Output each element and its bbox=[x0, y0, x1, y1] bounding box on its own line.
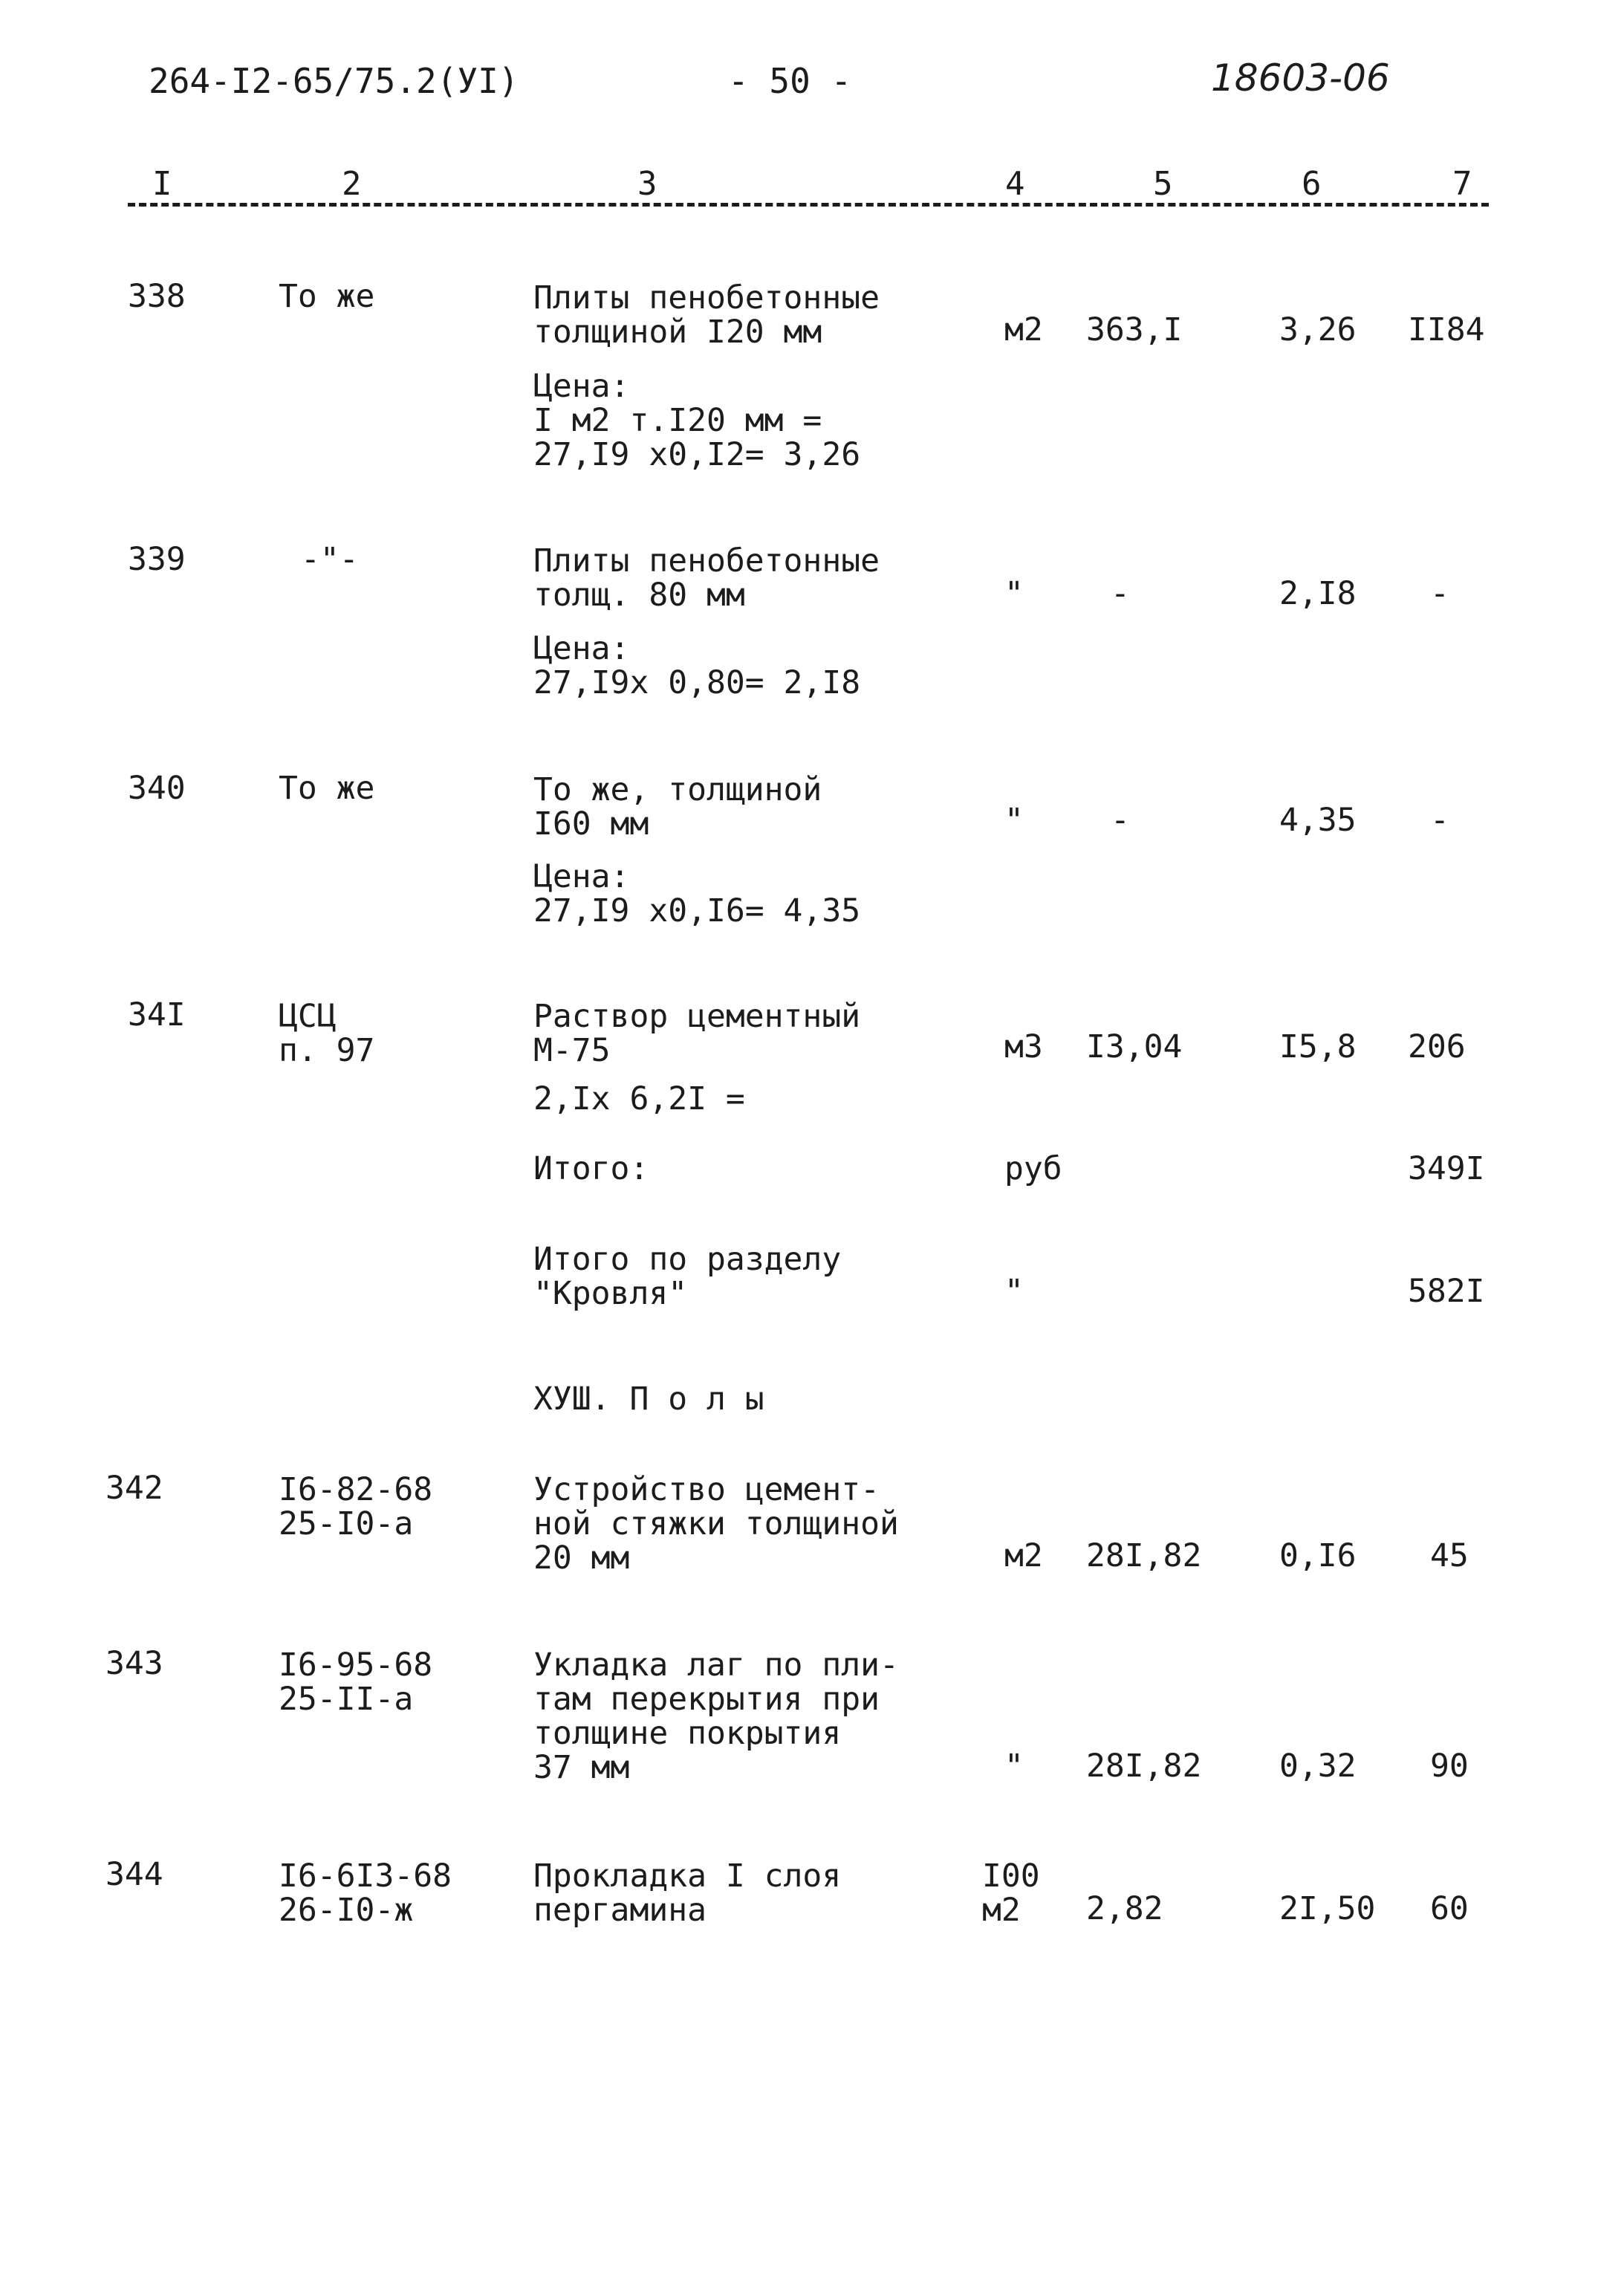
row-number: 339 bbox=[128, 541, 186, 578]
row-description: Укладка лаг по пли- там перекрытия при толщине покрытия 37 мм bbox=[533, 1646, 899, 1786]
row-basis: I6-82-68 25-I0-а bbox=[279, 1471, 433, 1542]
row-unit-price: 2,I8 bbox=[1279, 575, 1357, 612]
row-unit: I00 м2 bbox=[982, 1857, 1040, 1929]
row-total: - bbox=[1430, 802, 1449, 839]
row-number: 342 bbox=[105, 1470, 163, 1507]
row-quantity: - bbox=[1111, 575, 1130, 612]
section-total-label: Итого по разделу "Кровля" bbox=[533, 1241, 842, 1312]
column-header-divider bbox=[128, 203, 1489, 207]
row-unit-price: 3,26 bbox=[1279, 311, 1357, 348]
row-description: Раствор цементный М-75 bbox=[533, 998, 861, 1069]
row-quantity: 28I,82 bbox=[1086, 1537, 1202, 1574]
row-price-note: Цена: 27,I9х 0,80= 2,I8 bbox=[533, 630, 861, 701]
row-unit-price: 0,I6 bbox=[1279, 1537, 1357, 1574]
row-quantity: I3,04 bbox=[1086, 1028, 1183, 1065]
row-price-note: 2,Iх 6,2I = bbox=[533, 1080, 745, 1117]
column-number: I bbox=[152, 165, 172, 203]
column-number: 5 bbox=[1153, 165, 1173, 203]
row-basis: I6-95-68 25-II-а bbox=[279, 1646, 433, 1718]
row-quantity: 2,82 bbox=[1086, 1890, 1163, 1927]
row-unit-price: 0,32 bbox=[1279, 1748, 1357, 1785]
row-basis: То же bbox=[279, 770, 375, 807]
row-total: - bbox=[1430, 575, 1449, 612]
row-total: 90 bbox=[1430, 1748, 1469, 1785]
row-basis: I6-6I3-68 26-I0-ж bbox=[279, 1857, 452, 1929]
row-number: 343 bbox=[105, 1645, 163, 1682]
row-quantity: - bbox=[1111, 802, 1130, 839]
section-total-unit: " bbox=[1004, 1273, 1024, 1310]
row-quantity: 363,I bbox=[1086, 311, 1183, 348]
row-total: 45 bbox=[1430, 1537, 1469, 1574]
row-basis: -"- bbox=[301, 541, 359, 578]
row-unit: м2 bbox=[1004, 1537, 1043, 1574]
row-unit-price: I5,8 bbox=[1279, 1028, 1357, 1065]
row-unit: " bbox=[1004, 575, 1024, 612]
row-unit-price: 4,35 bbox=[1279, 802, 1357, 839]
subtotal-total: 349I bbox=[1408, 1150, 1485, 1187]
row-description: Плиты пенобетонные толщиной I20 мм bbox=[533, 279, 880, 351]
section-total-total: 582I bbox=[1408, 1273, 1485, 1310]
row-description: Прокладка I слоя пергамина bbox=[533, 1857, 842, 1929]
row-basis: То же bbox=[279, 278, 375, 315]
row-total: 206 bbox=[1408, 1028, 1466, 1065]
row-basis: ЦСЦ п. 97 bbox=[279, 998, 375, 1069]
row-unit: м2 bbox=[1004, 311, 1043, 348]
page-number: - 50 - bbox=[728, 61, 852, 101]
row-total: II84 bbox=[1408, 311, 1485, 348]
column-number: 2 bbox=[342, 165, 362, 203]
section-heading: ХУШ. П о л ы bbox=[533, 1380, 764, 1418]
row-number: 34I bbox=[128, 996, 186, 1034]
subtotal-unit: руб bbox=[1004, 1150, 1062, 1187]
row-description: То же, толщиной I60 мм bbox=[533, 771, 822, 843]
row-number: 344 bbox=[105, 1856, 163, 1893]
row-description: Устройство цемент- ной стяжки толщиной 20 мм bbox=[533, 1471, 899, 1577]
row-unit: " bbox=[1004, 1748, 1024, 1785]
row-description: Плиты пенобетонные толщ. 80 мм bbox=[533, 542, 880, 614]
column-number: 7 bbox=[1452, 165, 1472, 203]
column-number: 4 bbox=[1005, 165, 1025, 203]
row-unit-price: 2I,50 bbox=[1279, 1890, 1376, 1927]
document-stamp-number: 18603-06 bbox=[1211, 56, 1390, 100]
row-unit: м3 bbox=[1004, 1028, 1043, 1065]
subtotal-label: Итого: bbox=[533, 1150, 649, 1187]
column-number: 3 bbox=[637, 165, 657, 203]
row-price-note: Цена: I м2 т.I20 мм = 27,I9 х0,I2= 3,26 bbox=[533, 368, 861, 473]
row-unit: " bbox=[1004, 802, 1024, 839]
row-price-note: Цена: 27,I9 х0,I6= 4,35 bbox=[533, 858, 861, 929]
row-total: 60 bbox=[1430, 1890, 1469, 1927]
column-number: 6 bbox=[1302, 165, 1322, 203]
document-code: 264-I2-65/75.2(УI) bbox=[149, 61, 519, 101]
row-number: 340 bbox=[128, 770, 186, 807]
row-number: 338 bbox=[128, 278, 186, 315]
row-quantity: 28I,82 bbox=[1086, 1748, 1202, 1785]
